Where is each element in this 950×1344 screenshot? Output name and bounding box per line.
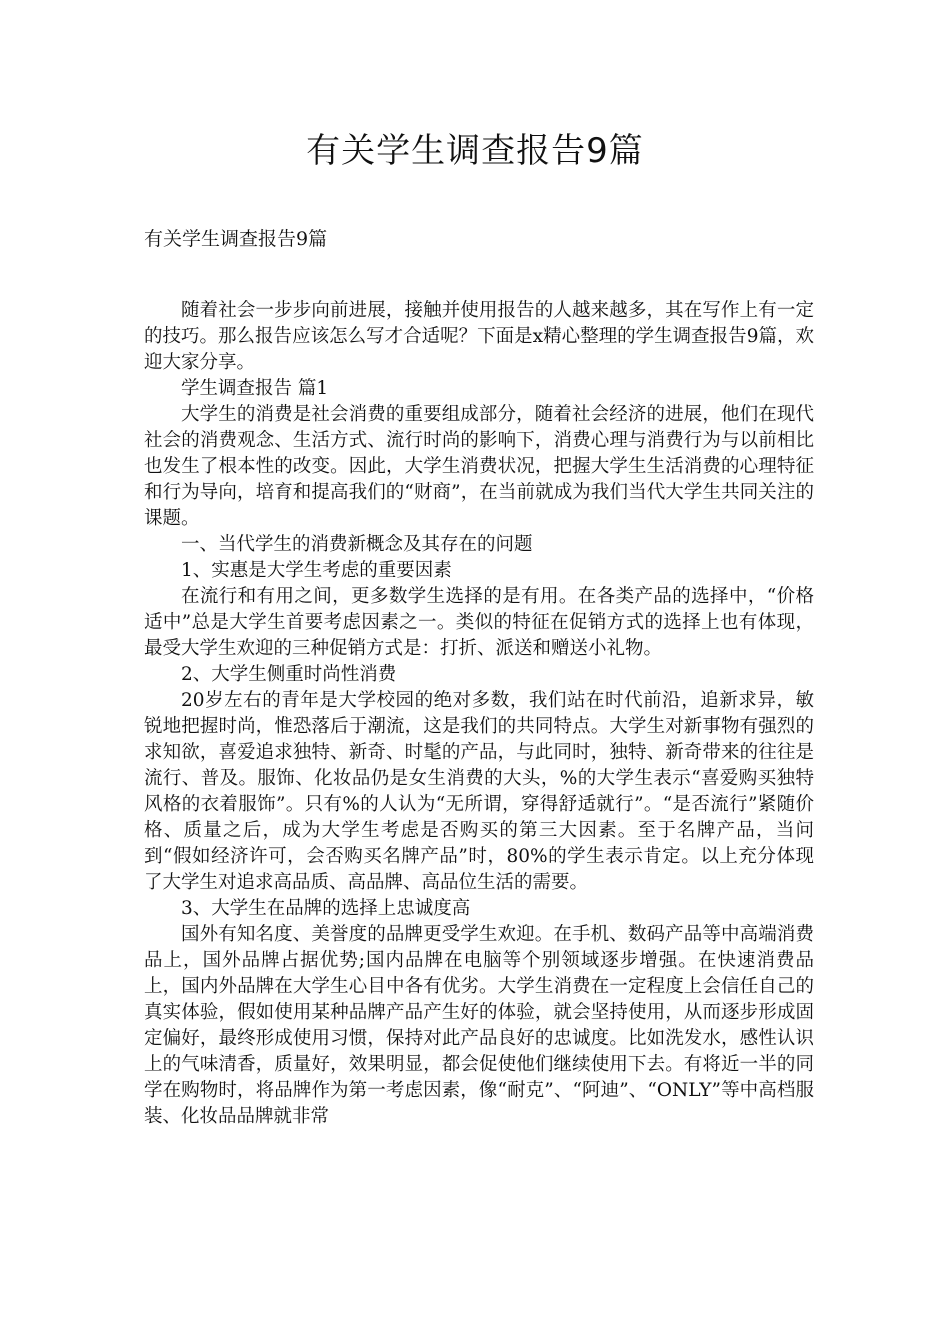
- body-paragraph: 在流行和有用之间，更多数学生选择的是有用。在各类产品的选择中，“价格适中”总是大学生首要考虑因素之一。类似的特征在促销方式的选择上也有体现，最受大学生欢迎的三种促销方式是：打折、派送和赠送小礼物。: [144, 586, 814, 659]
- document-subtitle: 有关学生调查报告9篇: [144, 228, 328, 250]
- subsection-heading: 3、大学生在品牌的选择上忠诚度高: [181, 898, 471, 919]
- section-heading: 一、当代学生的消费新概念及其存在的问题: [181, 534, 533, 555]
- intro-paragraph: 随着社会一步步向前进展，接触并使用报告的人越来越多，其在写作上有一定的技巧。那么报告应该怎么写才合适呢？下面是x精心整理的学生调查报告9篇，欢迎大家分享。: [144, 300, 814, 373]
- body-paragraph: 20岁左右的青年是大学校园的绝对多数，我们站在时代前沿，追新求异，敏锐地把握时尚，惟恐落后于潮流，这是我们的共同特点。大学生对新事物有强烈的求知欲，喜爱追求独特、新奇、时髦的产品，与此同时，独特、新奇带来的往往是流行、普及。服饰、化妆品仍是女生消费的大头，%的大学生表示“喜爱购买独特风格的衣着服饰”。只有%的人认为“无所谓，穿得舒适就行”。“是否流行”紧随价格、质量之后，成为大学生考虑是否购买的第三大因素。至于名牌产品，当问到“假如经济许可，会否购买名牌产品”时，80%的学生表示肯定。以上充分体现了大学生对追求高品质、高品牌、高品位生活的需要。: [144, 690, 814, 893]
- subsection-heading: 1、实惠是大学生考虑的重要因素: [181, 560, 452, 581]
- body-paragraph: 国外有知名度、美誉度的品牌更受学生欢迎。在手机、数码产品等中高端消费品上，国外品牌占据优势;国内品牌在电脑等个别领域逐步增强。在快速消费品上，国内外品牌在大学生心目中各有优劣。大学生消费在一定程度上会信任自己的真实体验，假如使用某种品牌产品产生好的体验，就会坚持使用，从而逐步形成固定偏好，最终形成使用习惯，保持对此产品良好的忠诚度。比如洗发水，感性认识上的气味清香，质量好，效果明显，都会促使他们继续使用下去。有将近一半的同学在购物时，将品牌作为第一考虑因素，像“耐克”、“阿迪”、“ONLY”等中高档服装、化妆品品牌就非常: [144, 924, 814, 1127]
- subsection-heading: 2、大学生侧重时尚性消费: [181, 664, 397, 685]
- document-title: 有关学生调查报告9篇: [306, 131, 644, 171]
- document-body: [144, 298, 814, 1130]
- body-paragraph: 大学生的消费是社会消费的重要组成部分，随着社会经济的进展，他们在现代社会的消费观念、生活方式、流行时尚的影响下，消费心理与消费行为与以前相比也发生了根本性的改变。因此，大学生消费状况，把握大学生生活消费的心理特征和行为导向，培育和提高我们的“财商”，在当前就成为我们当代大学生共同关注的课题。: [144, 404, 814, 529]
- section-heading-part1: 学生调查报告 篇1: [181, 378, 329, 399]
